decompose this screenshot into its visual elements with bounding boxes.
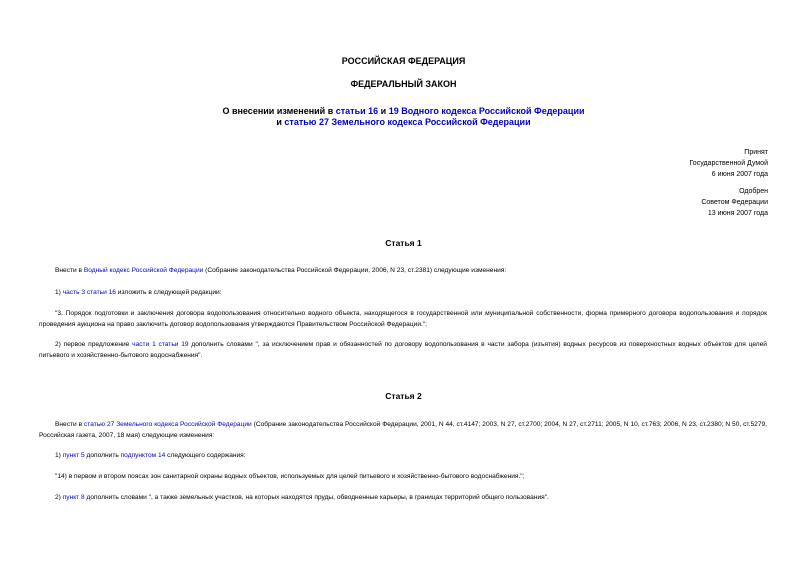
text: дополнить	[84, 452, 121, 459]
article-2-intro	[39, 420, 767, 441]
text: (Собрание законодательства Российской Федерации, 2006, N 23, ст.2381) следующие изменения:	[203, 267, 507, 274]
title-text: О внесении изменений в	[222, 106, 336, 116]
link-part-1-article-19[interactable]: части 1 статьи 19	[132, 341, 189, 348]
text: дополнить словами ", а также земельных участков, на которых находятся пруды, обводненные карьеры, в границах территорий общего пользования".	[84, 494, 549, 501]
article-2-heading: Статья 2	[385, 391, 422, 401]
link-part-3-article-16[interactable]: часть 3 статьи 16	[62, 289, 116, 296]
link-articles-16[interactable]: статьи 16	[335, 106, 379, 116]
article-1-item-2	[39, 340, 767, 361]
text: 1)	[55, 289, 63, 296]
adoption-duma	[689, 147, 768, 180]
text: (Собрание законодательства Российской Федерации, 2001, N 44, ст.4147; 2003, N 27, ст.2700; 2004, N 27, ст.2711; 2005, N 10, ст.763; 2006, N 23, ст.2380; N 50, ст.5279, Российская газета, 2007, 18 мая) следующие изменения:	[39, 421, 768, 439]
law-title-line1	[0, 106, 807, 116]
link-water-code-19[interactable]: 19 Водного кодекса Российской Федерации	[388, 106, 585, 116]
link-subpoint-14[interactable]: подпунктом 14	[120, 452, 166, 459]
text: 2)	[55, 494, 63, 501]
text: 1)	[55, 452, 63, 459]
link-water-code[interactable]: Водный кодекс Российской Федерации	[83, 267, 204, 274]
title-text: и	[276, 117, 285, 127]
approval-line: Одобрен	[739, 188, 768, 195]
article-2-item-1-text: "14) в первом и втором поясах зон санитарной охраны водных объектов, используемых для целей питьевого и хозяйственно-бытового водоснабжения.";	[55, 473, 525, 480]
article-1-intro	[39, 266, 767, 277]
title-text: и	[378, 106, 389, 116]
article-2-item-2	[39, 493, 767, 504]
link-land-code-article-27[interactable]: статью 27 Земельного кодекса Российской Федерации	[83, 421, 252, 428]
article-1-heading: Статья 1	[385, 238, 422, 248]
approval-line: 13 июня 2007 года	[707, 210, 768, 217]
article-1-item-1	[39, 288, 767, 299]
article-2-item-1	[39, 451, 767, 462]
approval-line: Советом Федерации	[701, 199, 768, 206]
text: Внести в	[55, 421, 84, 428]
adoption-line: Принят	[744, 149, 768, 156]
law-title-line2	[0, 117, 807, 127]
adoption-council	[701, 186, 768, 219]
article-1-item-1-text: "3. Порядок подготовки и заключения договора водопользования относительно водного объекта, находящегося в государственной или муниципальной собственности, форма примерного договора водопользования и порядок проведения аукциона на право заключить договор водопользования утверждаются Правительством Российской Федерации.";	[39, 310, 767, 328]
adoption-line: 6 июня 2007 года	[711, 171, 768, 178]
link-land-code-27[interactable]: статью 27 Земельного кодекса Российской Федерации	[284, 117, 531, 127]
text: дополнить словами ", за исключением прав и обязанностей по договору водопользования в части забора (изъятия) водных ресурсов из поверхностных водных объектов для целей питьевого и хозяйственно-бытового водоснабжения".	[39, 341, 767, 359]
link-point-5[interactable]: пункт 5	[62, 452, 85, 459]
text: изложить в следующей редакции:	[115, 289, 222, 296]
text: Внести в	[55, 267, 84, 274]
country-title: РОССИЙСКАЯ ФЕДЕРАЦИЯ	[341, 56, 466, 66]
doc-type-title: ФЕДЕРАЛЬНЫЙ ЗАКОН	[350, 79, 457, 89]
text: 2) первое предложение	[55, 341, 133, 348]
text: следующего содержания:	[165, 452, 246, 459]
adoption-line: Государственной Думой	[689, 160, 768, 167]
link-point-8[interactable]: пункт 8	[62, 494, 85, 501]
